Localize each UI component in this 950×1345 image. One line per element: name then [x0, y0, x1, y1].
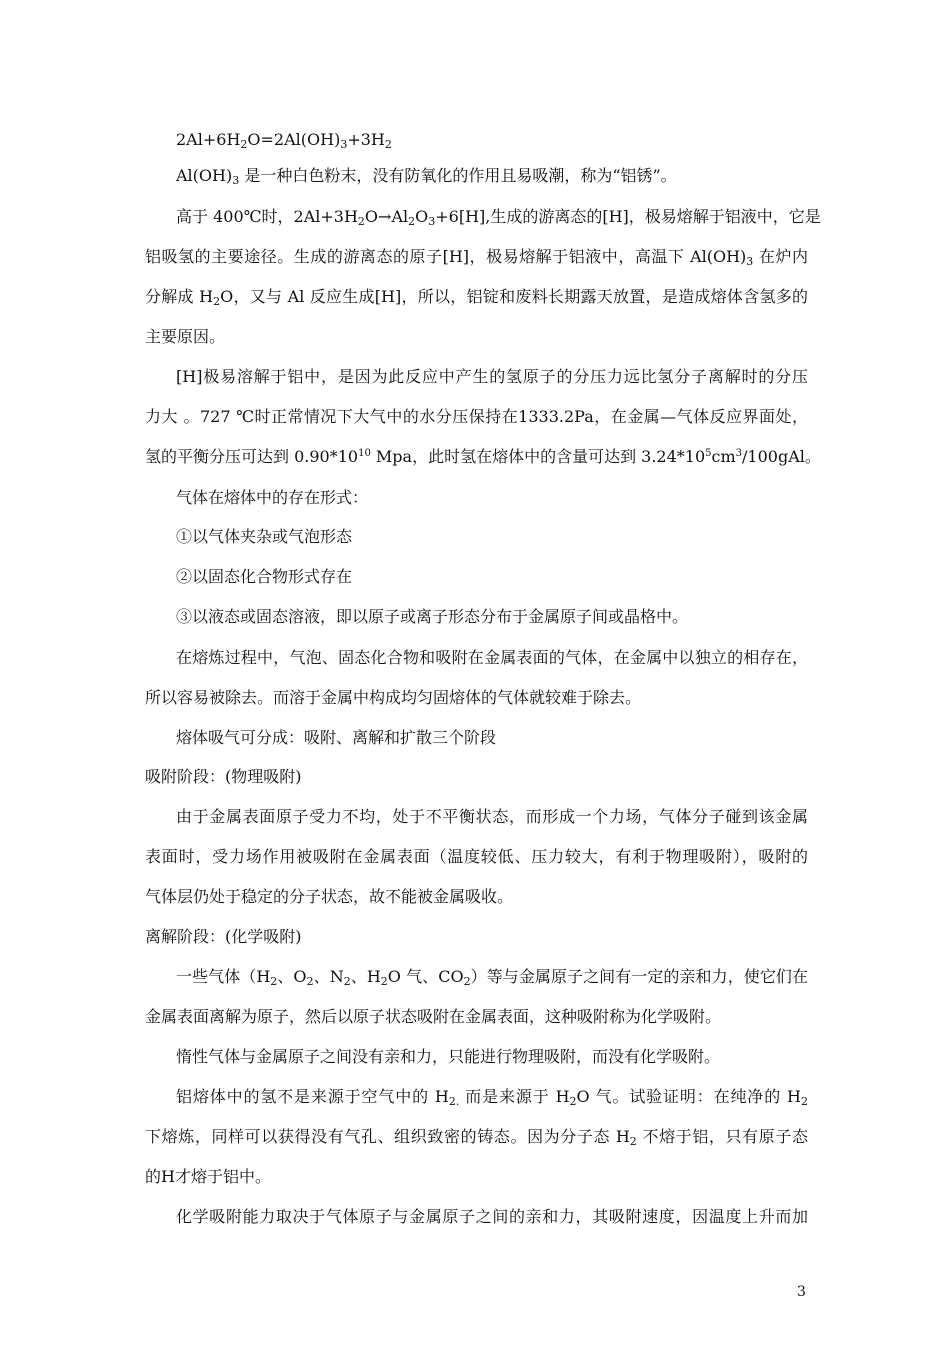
paragraph-line: 金属表面离解为原子，然后以原子状态吸附在金属表面，这种吸附称为化学吸附。	[145, 1007, 722, 1026]
paragraph-line: 铝吸氢的主要途径。生成的游离态的原子[H]，极易熔解于铝液中，高温下 $Al(OH)_3$ 在炉内	[145, 247, 808, 268]
page-number: 3	[797, 1284, 806, 1300]
section-heading: 离解阶段：(化学吸附)	[145, 927, 302, 946]
paragraph-line: 的H才熔于铝中。	[145, 1167, 271, 1186]
paragraph-line: 在熔炼过程中，气泡、固态化合物和吸附在金属表面的气体，在金属中以独立的相存在，	[176, 648, 808, 667]
paragraph-line: 由于金属表面原子受力不均，处于不平衡状态，而形成一个力场，气体分子碰到该金属	[176, 807, 808, 826]
paragraph-line: 一些气体（$H_2$、$O_2$、$N_2$、$H_2O$ 气、$CO_2$）等与金属原子之间有一定的亲和力，使它们在	[176, 967, 808, 988]
paragraph-line: 铝熔体中的氢不是来源于空气中的 $H_{2.}$ 而是来源于 $H_2O$ 气。试验证明：在纯净的 $H_2$	[176, 1087, 808, 1108]
paragraph-line: 力大 。727 ℃时正常情况下大气中的水分压保持在1333.2Pa，在金属—气体反应界面处，	[145, 407, 808, 426]
section-heading: 吸附阶段：(物理吸附)	[145, 767, 302, 786]
paragraph-line: 高于 400℃时，$2Al+3H_2O\to Al_2O_3+6[H]$,生成的游离态的[H]，极易熔解于铝液中，它是	[176, 207, 821, 228]
paragraph-line: 化学吸附能力取决于气体原子与金属原子之间的亲和力，其吸附速度，因温度上升而加	[176, 1207, 808, 1226]
list-item: ③以液态或固态溶液，即以原子或离子形态分布于金属原子间或晶格中。	[176, 607, 689, 626]
paragraph-line: 惰性气体与金属原子之间没有亲和力，只能进行物理吸附，而没有化学吸附。	[176, 1047, 721, 1066]
paragraph-line: 气体在熔体中的存在形式：	[176, 488, 369, 507]
list-item: ②以固态化合物形式存在	[176, 567, 353, 586]
paragraph-line: $Al(OH)_3$ 是一种白色粉末，没有防氧化的作用且易吸潮，称为“铝锈”。	[176, 166, 677, 187]
paragraph-line: 下熔炼，同样可以获得没有气孔、组织致密的铸态。因为分子态 $H_2$ 不熔于铝，只有原子态	[145, 1127, 808, 1148]
paragraph-line: 氢的平衡分压可达到 $0.90*10^{10}$ Mpa，此时氢在熔体中的含量可达到 $3.24*10^5cm^3/100gAl$。	[145, 447, 821, 466]
paragraph-line: 气体层仍处于稳定的分子状态，故不能被金属吸收。	[145, 887, 514, 906]
paragraph-line: [H]极易溶解于铝中，是因为此反应中产生的氢原子的分压力远比氢分子离解时的分压	[176, 367, 808, 386]
paragraph-line: 表面时，受力场作用被吸附在金属表面（温度较低、压力较大，有利于物理吸附），吸附的	[145, 847, 808, 866]
paragraph-line: 主要原因。	[145, 327, 226, 346]
paragraph-line: 所以容易被除去。而溶于金属中构成均匀固熔体的气体就较难于除去。	[145, 688, 642, 707]
paragraph-line: 分解成 $H_2O$，又与 Al 反应生成[H]，所以，铝锭和废料长期露天放置，是造成熔体含氢多的	[145, 287, 808, 308]
paragraph-line: 熔体吸气可分成：吸附、离解和扩散三个阶段	[176, 728, 497, 747]
equation-line: $2Al+6H_2O=2Al(OH)_3+3H_2$	[176, 130, 392, 151]
list-item: ①以气体夹杂或气泡形态	[176, 527, 353, 546]
